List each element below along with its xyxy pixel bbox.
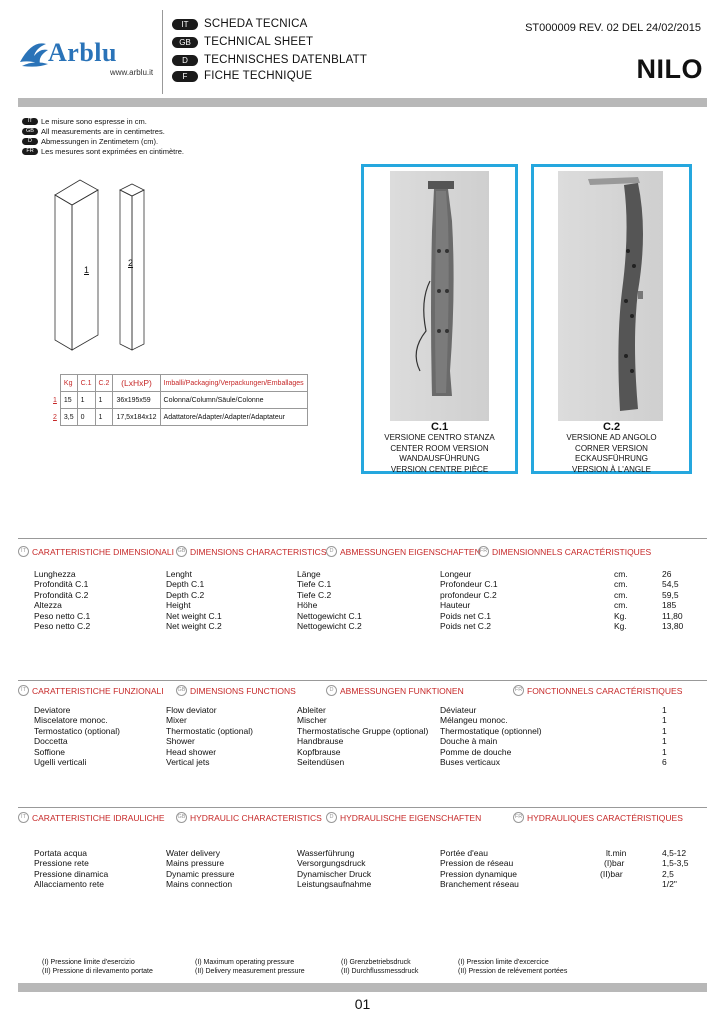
cell-fr: profondeur C.2 (440, 589, 497, 600)
footnote-de (341, 958, 418, 976)
page-number: 01 (354, 996, 371, 1012)
cell-unit: Kg. (614, 620, 627, 631)
version-line: CORNER VERSION (575, 443, 648, 453)
col-header-kg: Kg (60, 375, 77, 392)
cell-de: Kopfbrause (297, 746, 341, 757)
cell-it: Ugelli verticali (34, 756, 87, 767)
lang-badge: D (22, 138, 38, 145)
cell-gb: Lenght (166, 569, 192, 579)
cell-fr: Thermostatique (optionnel) (440, 725, 542, 736)
cell-value: 1 (662, 725, 667, 736)
cell-value: 1,5-3,5 (662, 858, 689, 869)
cell-de: Nettogewicht C.1 (297, 610, 362, 621)
bottom-divider-bar (18, 983, 707, 992)
cell-gb: Mains connection (166, 879, 233, 890)
document-reference: ST000009 REV. 02 DEL 24/02/2015 (525, 22, 701, 34)
cell-c2: 1 (95, 409, 113, 426)
cell-value: 1 (662, 715, 667, 726)
section-title: FONCTIONNELS CARACTÉRISTIQUES (527, 685, 683, 696)
version-line: VERSION CENTRE PIÈCE (390, 464, 489, 474)
version-code-c1: C.1 (430, 421, 449, 433)
section-title: HYDRAULIC CHARACTERISTICS (190, 812, 322, 823)
lang-circle: GB (176, 685, 187, 696)
cell-fr: Mélangeu monoc. (440, 715, 508, 726)
sheet-title: SCHEDA TECNICA (204, 18, 308, 30)
cell-de: Tiefe C.1 (297, 579, 332, 590)
cell-unit: Kg. (614, 610, 627, 621)
product-photo-c1 (390, 171, 489, 421)
cell-it: Soffione (34, 746, 66, 757)
functional-section-header (18, 684, 708, 697)
table-row (50, 409, 307, 426)
cell-value: 2,5 (662, 868, 674, 879)
col-header-c1: C.1 (77, 375, 95, 392)
cell-unit: cm. (614, 589, 628, 600)
table-header-row (50, 375, 307, 392)
section-title: DIMENSIONS FUNCTIONS (190, 685, 296, 696)
note-d (22, 136, 158, 146)
lang-circle: IT (18, 812, 29, 823)
shower-panel-c2-image (558, 171, 663, 421)
version-line: VERSION À L'ANGLE (572, 464, 651, 474)
cell-it: Termostatico (optional) (34, 725, 120, 736)
header-title-f (172, 68, 312, 84)
lang-circle: GB (176, 812, 187, 823)
cell-de: Tiefe C.2 (297, 589, 332, 600)
section-title: ABMESSUNGEN FUNKTIONEN (340, 685, 464, 696)
cell-gb: Net weight C.1 (166, 610, 222, 621)
cell-value: 13,80 (662, 620, 684, 631)
cell-it: Altezza (34, 600, 62, 611)
cell-it: Profondità C.2 (34, 589, 89, 600)
cell-unit: cm. (614, 579, 628, 590)
section-title: CARATTERISTICHE FUNZIONALI (32, 685, 164, 696)
cell-fr: Branchement réseau (440, 879, 519, 890)
footnote-line: (II) Pressione di rilevamento portate (42, 968, 153, 975)
cell-it: Pressione rete (34, 858, 89, 869)
cell-gb: Head shower (166, 746, 217, 757)
version-line: VERSIONE AD ANGOLO (566, 433, 657, 442)
cell-value: 54,5 (662, 579, 679, 590)
cell-fr: Poids net C.2 (440, 620, 492, 631)
cell-c2: 1 (95, 392, 113, 409)
footnote-it (42, 958, 153, 976)
footnote-line: (I) Pressione limite d'esercizio (42, 959, 135, 966)
cell-gb: Mains pressure (166, 858, 225, 869)
cell-dims: 36x195x59 (113, 392, 160, 409)
section-title: HYDRAULIQUES CARACTÉRISTIQUES (527, 812, 683, 823)
footnote-fr (458, 958, 567, 976)
hydraulic-section-header (18, 811, 708, 824)
cell-gb: Thermostatic (optional) (166, 725, 253, 736)
cell-unit: lt.min (606, 848, 627, 858)
cell-unit: (I)bar (604, 858, 625, 869)
cell-value: 11,80 (662, 610, 683, 621)
cell-gb: Shower (166, 736, 195, 747)
version-line: CENTER ROOM VERSION (390, 443, 489, 453)
version-code-c2: C.2 (602, 421, 621, 433)
cell-de: Wasserführung (297, 848, 355, 858)
cell-gb: Net weight C.2 (166, 620, 222, 631)
cell-de: Leistungsaufnahme (297, 879, 372, 890)
cell-de: Mischer (297, 715, 327, 726)
lang-badge: GB (22, 128, 38, 135)
cell-fr: Buses verticaux (440, 756, 500, 767)
header-divider (162, 10, 163, 94)
cell-value: 1 (662, 705, 667, 715)
cell-it: Peso netto C.1 (34, 610, 91, 621)
sheet-title: TECHNISCHES DATENBLATT (204, 54, 368, 66)
cell-it: Deviatore (34, 705, 71, 715)
cell-fr: Pression dynamique (440, 868, 518, 879)
footnote-line: (I) Maximum operating pressure (195, 959, 295, 966)
cell-value: 1 (662, 736, 667, 747)
brand-url: www.arblu.it (110, 68, 154, 77)
cell-kg: 3,5 (60, 409, 77, 426)
cell-fr: Portée d'eau (440, 848, 488, 858)
lang-circle: D (326, 546, 337, 557)
product-photo-c2 (558, 171, 663, 421)
cell-fr: Poids net C.1 (440, 610, 492, 621)
lang-circle: IT (18, 685, 29, 696)
top-divider-bar (18, 98, 707, 107)
cell-unit: cm. (614, 600, 628, 611)
cell-de: Ableiter (297, 705, 326, 715)
cell-c1: 0 (77, 409, 95, 426)
lang-circle: FR (513, 812, 524, 823)
cell-de: Dynamischer Druck (297, 868, 372, 879)
lang-badge: GB (172, 37, 198, 48)
lang-badge: IT (22, 118, 38, 125)
cell-de: Versorgungsdruck (297, 858, 366, 869)
section-title: CARATTERISTICHE DIMENSIONALI (32, 546, 174, 557)
note-gb (22, 126, 165, 136)
cell-unit: cm. (614, 569, 628, 579)
cell-it: Doccetta (34, 736, 68, 747)
section-title: DIMENSIONS CHARACTERISTICS (190, 546, 327, 557)
cell-gb: Height (166, 600, 191, 611)
footnote-gb (195, 958, 305, 976)
cell-value: 1 (662, 746, 667, 757)
footnote-line: (I) Grenzbetriebsdruck (341, 959, 411, 966)
lang-badge: FR (22, 148, 38, 155)
box-label-2: 2 (128, 258, 134, 268)
dimensional-section-header (18, 545, 708, 558)
section-divider (18, 538, 707, 539)
version-line: ECKAUSFÜHRUNG (575, 454, 648, 463)
cell-fr: Longeur (440, 569, 472, 579)
version-desc-c2 (534, 433, 689, 475)
lang-circle: FR (513, 685, 524, 696)
footnote-line: (II) Pression de relévement portées (458, 968, 568, 975)
note-it (22, 116, 147, 126)
cell-de: Länge (297, 569, 321, 579)
cell-de: Handbrause (297, 736, 344, 747)
cell-desc: Adattatore/Adapter/Adapter/Adaptateur (160, 409, 307, 426)
cell-de: Seitendüsen (297, 756, 345, 767)
cell-fr: Douche à main (440, 736, 498, 747)
col-header-desc: Imballi/Packaging/Verpackungen/Emballages (160, 375, 307, 392)
sheet-title: TECHNICAL SHEET (204, 36, 314, 48)
lang-circle: D (326, 812, 337, 823)
cell-gb: Vertical jets (166, 756, 210, 767)
version-line: WANDAUSFÜHRUNG (399, 454, 480, 463)
sheet-title: FICHE TECHNIQUE (204, 70, 313, 82)
section-title: CARATTERISTICHE IDRAULICHE (32, 812, 165, 823)
header-title-d (172, 52, 367, 68)
footnote-line: (II) Delivery measurement pressure (195, 968, 305, 975)
version-line: VERSIONE CENTRO STANZA (384, 433, 495, 442)
section-title: ABMESSUNGEN EIGENSCHAFTEN (340, 546, 481, 557)
section-divider (18, 807, 707, 808)
footnote-line: (I) Pression limite d'excercice (458, 959, 549, 966)
cell-it: Miscelatore monoc. (34, 715, 108, 726)
lang-circle: D (326, 685, 337, 696)
cell-it: Allacciamento rete (34, 879, 104, 890)
cell-de: Nettogewicht C.2 (297, 620, 362, 631)
header-title-it (172, 16, 308, 32)
box-label-1: 1 (84, 265, 90, 275)
note-text: All measurements are in centimetres. (41, 126, 165, 136)
col-header-c2: C.2 (95, 375, 113, 392)
table-row (50, 392, 307, 409)
note-text: Abmessungen in Zentimetern (cm). (41, 136, 159, 146)
cell-kg: 15 (60, 392, 77, 409)
cell-it: Peso netto C.2 (34, 620, 91, 631)
version-c1-card (361, 164, 518, 474)
cell-value: 1/2" (662, 879, 677, 890)
cell-gb: Mixer (166, 715, 187, 726)
cell-gb: Depth C.1 (166, 579, 205, 590)
header-title-gb (172, 34, 313, 50)
cell-it: Profondità C.1 (34, 579, 89, 590)
cell-de: Thermostatische Gruppe (optional) (297, 725, 429, 736)
cell-gb: Depth C.2 (166, 589, 205, 600)
cell-de: Höhe (297, 600, 318, 611)
cell-gb: Dynamic pressure (166, 868, 235, 879)
section-title: HYDRAULISCHE EIGENSCHAFTEN (340, 812, 482, 823)
lang-badge: F (172, 71, 198, 82)
note-fr (22, 146, 184, 156)
lang-badge: D (172, 55, 198, 66)
cell-value: 185 (662, 600, 677, 611)
lang-circle: FR (478, 546, 489, 557)
cell-fr: Hauteur (440, 600, 471, 611)
cell-gb: Water delivery (166, 848, 221, 858)
brand-name: Arblu (48, 38, 117, 67)
note-text: Le misure sono espresse in cm. (41, 116, 147, 126)
section-title: DIMENSIONNELS CARACTÉRISTIQUES (492, 546, 652, 557)
cell-unit: (II)bar (600, 868, 623, 879)
cell-dims: 17,5x184x12 (113, 409, 160, 426)
product-name: NILO (636, 54, 703, 84)
lang-badge: IT (172, 19, 198, 30)
cell-value: 4,5-12 (662, 848, 687, 858)
cell-fr: Pression de réseau (440, 858, 514, 869)
cell-value: 6 (662, 756, 667, 767)
version-c2-card (531, 164, 692, 474)
cell-it: Lunghezza (34, 569, 76, 579)
version-desc-c1 (364, 433, 515, 475)
cell-it: Portata acqua (34, 848, 87, 858)
row-index: 1 (53, 396, 57, 404)
cell-gb: Flow deviator (166, 705, 217, 715)
cell-value: 59,5 (662, 589, 679, 600)
cell-desc: Colonna/Column/Säule/Colonne (160, 392, 307, 409)
package-boxes-drawing (50, 170, 180, 355)
lang-circle: IT (18, 546, 29, 557)
packaging-table (50, 374, 308, 426)
row-index: 2 (53, 413, 57, 421)
shower-panel-c1-image (390, 171, 489, 421)
cell-fr: Profondeur C.1 (440, 579, 498, 590)
cell-fr: Pomme de douche (440, 746, 512, 757)
section-divider (18, 680, 707, 681)
footnote-line: (II) Durchflussmessdruck (341, 968, 419, 975)
cell-value: 26 (662, 569, 672, 579)
note-text: Les mesures sont exprimées en cintimètre. (41, 146, 184, 156)
col-header-dims: (LxHxP) (113, 375, 160, 392)
cell-c1: 1 (77, 392, 95, 409)
lang-circle: GB (176, 546, 187, 557)
cell-fr: Déviateur (440, 705, 477, 715)
cell-it: Pressione dinamica (34, 868, 109, 879)
